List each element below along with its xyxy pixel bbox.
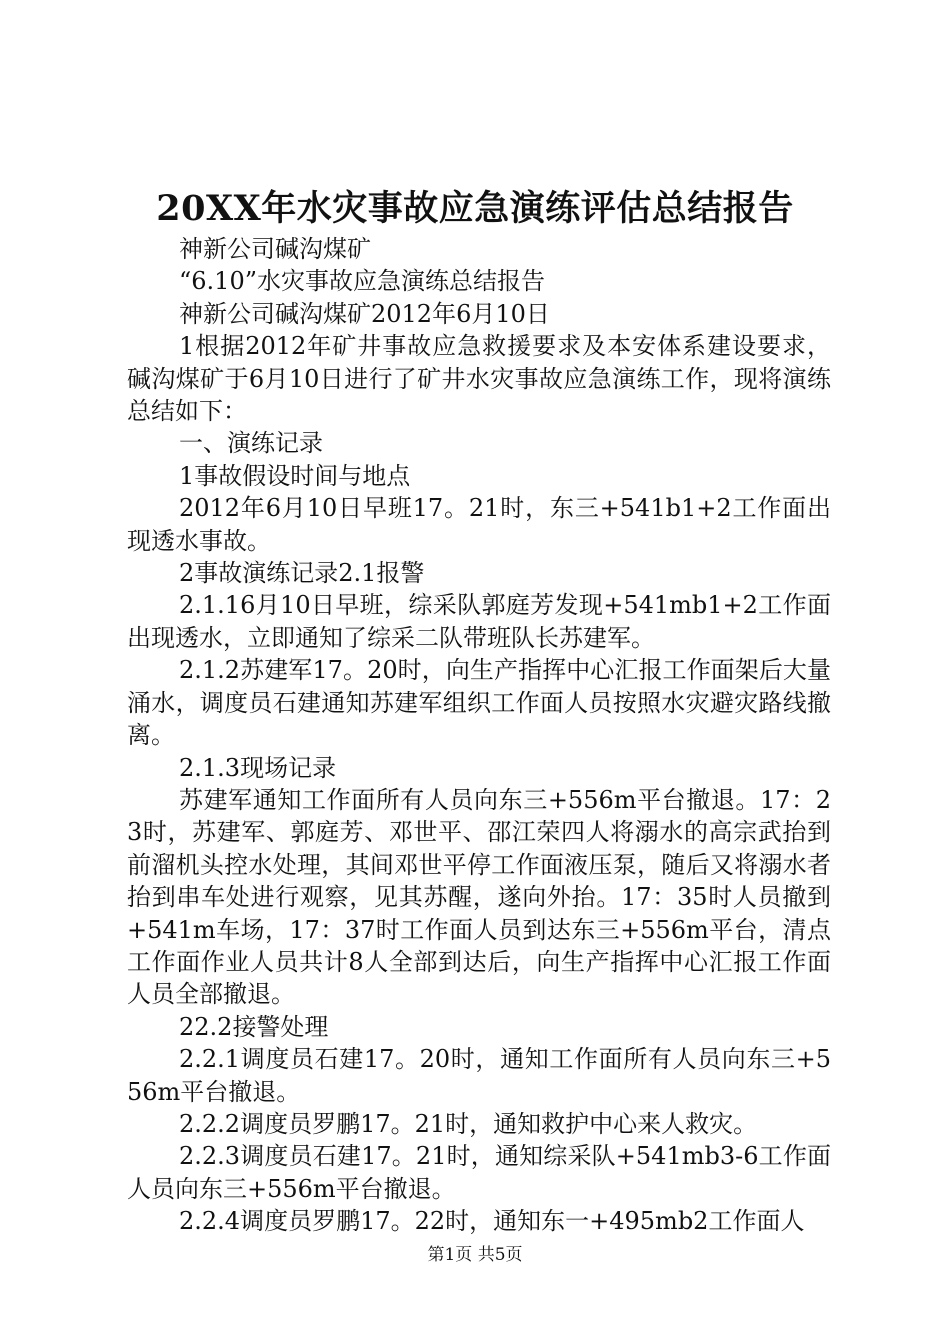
paragraph-2-2-1: 2.2.1调度员石建17。20时，通知工作面所有人员向东三+556m平台撤退。: [127, 1045, 831, 1106]
paragraph-report-name: “6.10”水灾事故应急演练总结报告: [179, 267, 545, 296]
paragraph-2-1-1: 2.1.16月10日早班，综采队郭庭芳发现+541mb1+2工作面出现透水，立即通知了综采二队带班队长苏建军。: [127, 591, 831, 652]
section-heading-drill-record: 一、演练记录: [179, 429, 323, 458]
paragraph-date-line: 神新公司碱沟煤矿2012年6月10日: [179, 299, 550, 328]
subheading-alarm-handling: 22.2接警处理: [179, 1012, 329, 1041]
paragraph-2-2-2: 2.2.2调度员罗鹏17。21时，通知救护中心来人救灾。: [179, 1109, 758, 1138]
subheading-alarm: 2事故演练记录2.1报警: [179, 559, 425, 588]
document-body: [127, 233, 831, 1238]
paragraph-accident-time: 2012年6月10日早班17。21时，东三+541b1+2工作面出现透水事故。: [127, 494, 831, 555]
paragraph-2-2-4: 2.2.4调度员罗鹏17。22时，通知东一+495mb2工作面人: [179, 1207, 805, 1236]
paragraph-2-2-3: 2.2.3调度员石建17。21时，通知综采队+541mb3-6工作面人员向东三+556m平台撤退。: [127, 1142, 831, 1203]
paragraph-company: 神新公司碱沟煤矿: [179, 235, 371, 263]
page-footer: 第1页 共5页: [427, 1245, 523, 1265]
paragraph-2-1-2: 2.1.2苏建军17。20时，向生产指挥中心汇报工作面架后大量涌水，调度员石建通知苏建军组织工作面人员按照水灾避灾路线撤离。: [127, 656, 831, 750]
paragraph-site-record: 苏建军通知工作面所有人员向东三+556m平台撤退。17：23时，苏建军、郭庭芳、邓世平、邵江荣四人将溺水的高宗武抬到前溜机头控水处理，其间邓世平停工作面液压泵，随后又将溺水者抬到串车处进行观察，见其苏醒，遂向外抬。17：35时人员撤到+541m车场，17：37时工作面人员到达东三+556m平台，清点工作面作业人员共计8人全部到达后，向生产指挥中心汇报工作面人员全部撤退。: [127, 785, 831, 1009]
subheading-site-record: 2.1.3现场记录: [179, 753, 337, 782]
subheading-time-location: 1事故假设时间与地点: [179, 461, 411, 490]
paragraph-intro: 1根据2012年矿井事故应急救援要求及本安体系建设要求，碱沟煤矿于6月10日进行了矿井水灾事故应急演练工作，现将演练总结如下：: [127, 332, 831, 426]
document-title: 20XX年水灾事故应急演练评估总结报告: [156, 188, 794, 229]
